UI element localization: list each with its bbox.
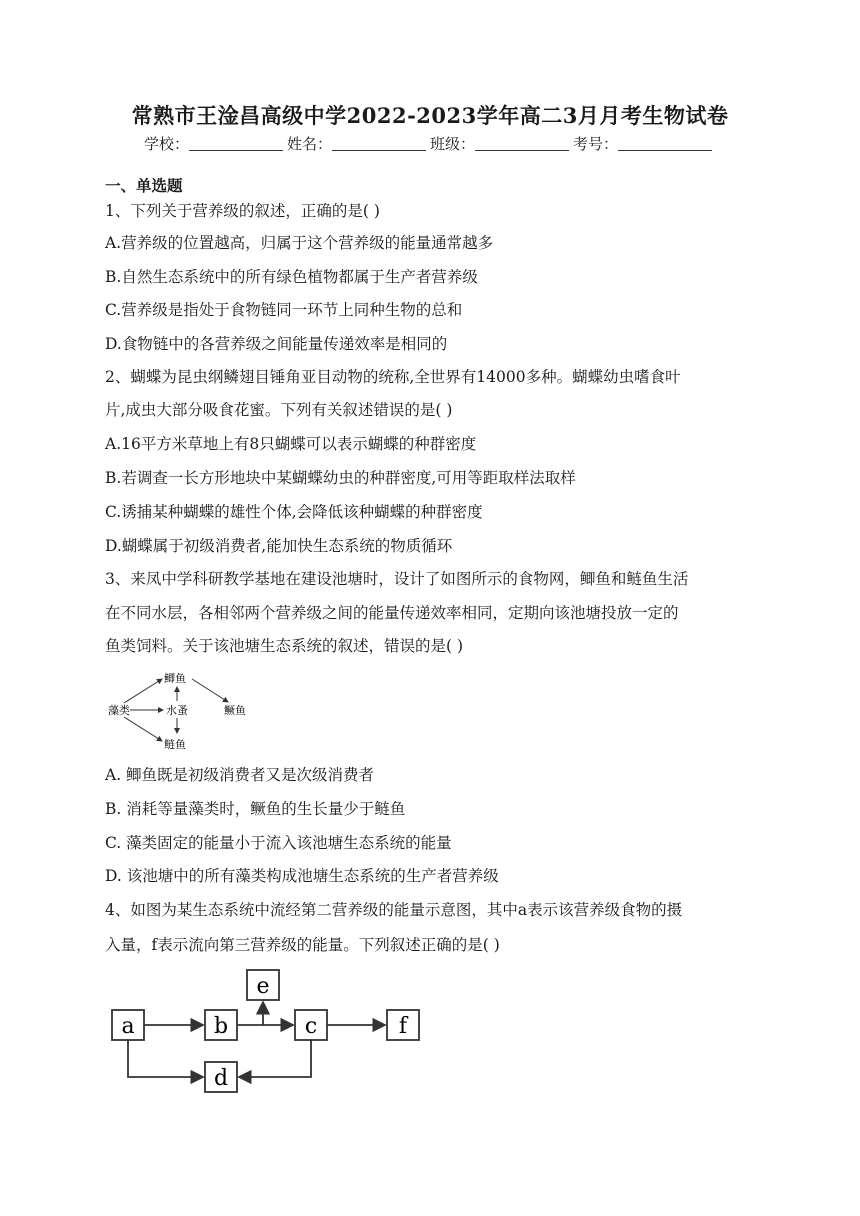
class-label: 班级：	[430, 135, 476, 153]
q3-option-b: B. 消耗等量藻类时，鳜鱼的生长量少于鲢鱼	[105, 800, 406, 818]
q4-stem-line2: 入量，f表示流向第三营养级的能量。下列叙述正确的是( )	[105, 936, 500, 954]
q1-option-c: C.营养级是指处于食物链同一环节上同种生物的总和	[105, 301, 463, 319]
box-a-label: a	[121, 1014, 135, 1039]
q2-stem-line1: 2、蝴蝶为昆虫纲鳞翅目锤角亚目动物的统称,全世界有14000多种。蝴蝶幼虫嗜食叶	[105, 368, 681, 386]
food-web-diagram	[100, 665, 260, 755]
arrow-algae-crucian	[124, 679, 162, 703]
box-f-label: f	[398, 1014, 408, 1039]
energy-flow-diagram	[100, 962, 440, 1098]
node-water-flea: 水蚤	[166, 704, 188, 717]
node-algae: 藻类	[108, 704, 130, 717]
section-title: 一、单选题	[105, 176, 183, 195]
name-label: 姓名：	[286, 135, 332, 153]
box-b-label: b	[213, 1014, 229, 1039]
school-blank	[189, 136, 283, 151]
arrow-c-d	[239, 1040, 311, 1077]
q1-option-a: A.营养级的位置越高，归属于这个营养级的能量通常越多	[105, 234, 494, 252]
box-d-label: d	[213, 1066, 229, 1091]
q3-option-c: C. 藻类固定的能量小于流入该池塘生态系统的能量	[105, 834, 452, 852]
q1-stem: 1、下列关于营养级的叙述，正确的是( )	[105, 202, 380, 220]
q3-option-d: D. 该池塘中的所有藻类构成池塘生态系统的生产者营养级	[105, 867, 499, 885]
q2-stem-line2: 片,成虫大部分吸食花蜜。下列有关叙述错误的是( )	[105, 401, 453, 419]
school-label: 学校：	[143, 135, 189, 153]
q2-option-b: B.若调查一长方形地块中某蝴蝶幼虫的种群密度,可用等距取样法取样	[105, 469, 576, 487]
exam-no-blank	[618, 136, 712, 151]
student-info-line	[0, 133, 860, 154]
q3-option-a: A. 鲫鱼既是初级消费者又是次级消费者	[105, 766, 375, 784]
node-crucian-carp: 鲫鱼	[164, 672, 186, 685]
arrow-algae-silver	[124, 717, 162, 741]
arrow-a-d	[128, 1040, 203, 1077]
q3-stem-line3: 鱼类饲料。关于该池塘生态系统的叙述，错误的是( )	[105, 637, 464, 655]
name-blank	[332, 136, 426, 151]
q2-option-a: A.16平方米草地上有8只蝴蝶可以表示蝴蝶的种群密度	[105, 435, 477, 453]
q1-option-d: D.食物链中的各营养级之间能量传递效率是相同的	[105, 335, 448, 353]
class-blank	[475, 136, 569, 151]
exam-no-label: 考号：	[573, 135, 619, 153]
q2-option-c: C.诱捕某种蝴蝶的雄性个体,会降低该种蝴蝶的种群密度	[105, 503, 483, 521]
q3-stem-line2: 在不同水层，各相邻两个营养级之间的能量传递效率相同，定期向该池塘投放一定的	[105, 604, 679, 622]
q2-option-d: D.蝴蝶属于初级消费者,能加快生态系统的物质循环	[105, 537, 453, 555]
box-e-label: e	[256, 974, 270, 999]
box-c-label: c	[304, 1014, 318, 1039]
q4-stem-line1: 4、如图为某生态系统中流经第二营养级的能量示意图，其中a表示该营养级食物的摄	[105, 901, 683, 919]
q3-stem-line1: 3、来凤中学科研教学基地在建设池塘时，设计了如图所示的食物网，鲫鱼和鲢鱼生活	[105, 570, 689, 588]
page-title: 常熟市王淦昌高级中学2022-2023学年高二3月月考生物试卷	[131, 103, 729, 128]
node-mandarin-fish: 鳜鱼	[224, 704, 246, 717]
q1-option-b: B.自然生态系统中的所有绿色植物都属于生产者营养级	[105, 268, 478, 286]
arrow-crucian-mandarin	[192, 679, 228, 702]
node-silver-carp: 鲢鱼	[164, 738, 186, 751]
